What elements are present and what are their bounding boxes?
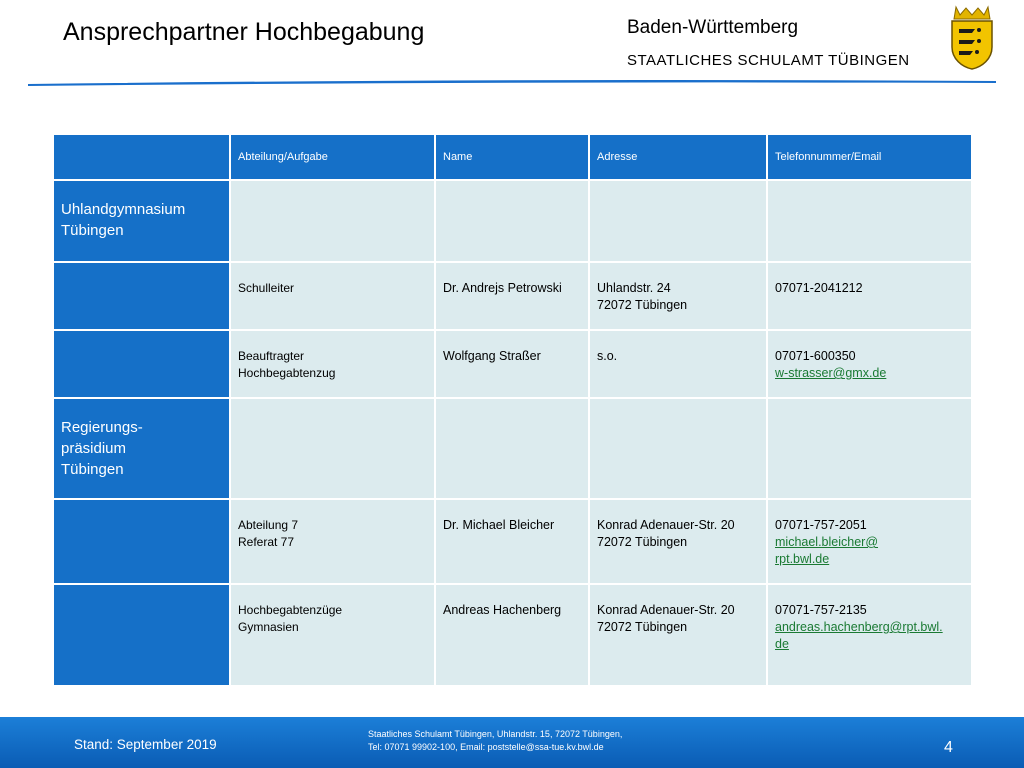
- name-cell: Dr. Andrejs Petrowski: [436, 263, 588, 329]
- table-row: [54, 585, 971, 685]
- group-cell: Regierungs- präsidium Tübingen: [54, 399, 229, 498]
- phone-text: 07071-757-2135: [775, 603, 867, 617]
- page-number: 4: [944, 739, 953, 756]
- name-cell: [436, 399, 588, 498]
- state-name: Baden-Württemberg: [627, 17, 799, 38]
- contact-cell: 07071-2041212: [768, 263, 971, 329]
- office-name: STAATLICHES SCHULAMT TÜBINGEN: [627, 52, 910, 69]
- page-title: Ansprechpartner Hochbegabung: [63, 18, 425, 46]
- contact-cell: [768, 181, 971, 261]
- column-header: Telefonnummer/Email: [768, 135, 971, 179]
- aufgabe-cell: Schulleiter: [231, 263, 434, 329]
- aufgabe-cell: [231, 399, 434, 498]
- email-link[interactable]: michael.bleicher@ rpt.bwl.de: [775, 535, 879, 566]
- table-row: [54, 399, 971, 498]
- group-cell: [54, 263, 229, 329]
- contacts-table: [52, 133, 973, 687]
- aufgabe-cell: Abteilung 7 Referat 77: [231, 500, 434, 583]
- name-cell: [436, 181, 588, 261]
- email-link[interactable]: w-strasser@gmx.de: [775, 366, 887, 380]
- coat-of-arms-icon: [948, 5, 996, 71]
- column-header: [54, 135, 229, 179]
- address-cell: Konrad Adenauer-Str. 20 72072 Tübingen: [590, 500, 766, 583]
- aufgabe-cell: [231, 181, 434, 261]
- aufgabe-cell: Hochbegabtenzüge Gymnasien: [231, 585, 434, 685]
- address-cell: [590, 181, 766, 261]
- stand-date: Stand: September 2019: [74, 737, 217, 752]
- address-cell: [590, 399, 766, 498]
- footer-address: [368, 728, 622, 754]
- group-cell: [54, 331, 229, 397]
- email-link[interactable]: andreas.hachenberg@rpt.bwl. de: [775, 620, 943, 651]
- address-cell: Uhlandstr. 24 72072 Tübingen: [590, 263, 766, 329]
- name-cell: Wolfgang Straßer: [436, 331, 588, 397]
- phone-text: 07071-600350: [775, 349, 856, 363]
- table-row: [54, 500, 971, 583]
- header-divider: [28, 78, 996, 87]
- contact-cell: [768, 585, 971, 685]
- column-header: Adresse: [590, 135, 766, 179]
- aufgabe-cell: Beauftragter Hochbegabtenzug: [231, 331, 434, 397]
- address-cell: Konrad Adenauer-Str. 20 72072 Tübingen: [590, 585, 766, 685]
- table-row: [54, 263, 971, 329]
- contact-cell: [768, 500, 971, 583]
- column-header: Abteilung/Aufgabe: [231, 135, 434, 179]
- footer-contact-line: Tel: 07071 99902-100, Email: poststelle@ssa-tue.kv.bwl.de: [368, 742, 604, 752]
- table-header-row: [54, 135, 971, 179]
- group-cell: [54, 585, 229, 685]
- phone-text: 07071-757-2051: [775, 518, 867, 532]
- table-row: [54, 331, 971, 397]
- contact-cell: [768, 331, 971, 397]
- name-cell: Dr. Michael Bleicher: [436, 500, 588, 583]
- group-cell: [54, 500, 229, 583]
- contact-cell: [768, 399, 971, 498]
- address-cell: s.o.: [590, 331, 766, 397]
- footer-address-line: Staatliches Schulamt Tübingen, Uhlandstr. 15, 72072 Tübingen,: [368, 729, 623, 739]
- group-cell: Uhlandgymnasium Tübingen: [54, 181, 229, 261]
- column-header: Name: [436, 135, 588, 179]
- name-cell: Andreas Hachenberg: [436, 585, 588, 685]
- table-row: [54, 181, 971, 261]
- footer-bar: [0, 717, 1024, 768]
